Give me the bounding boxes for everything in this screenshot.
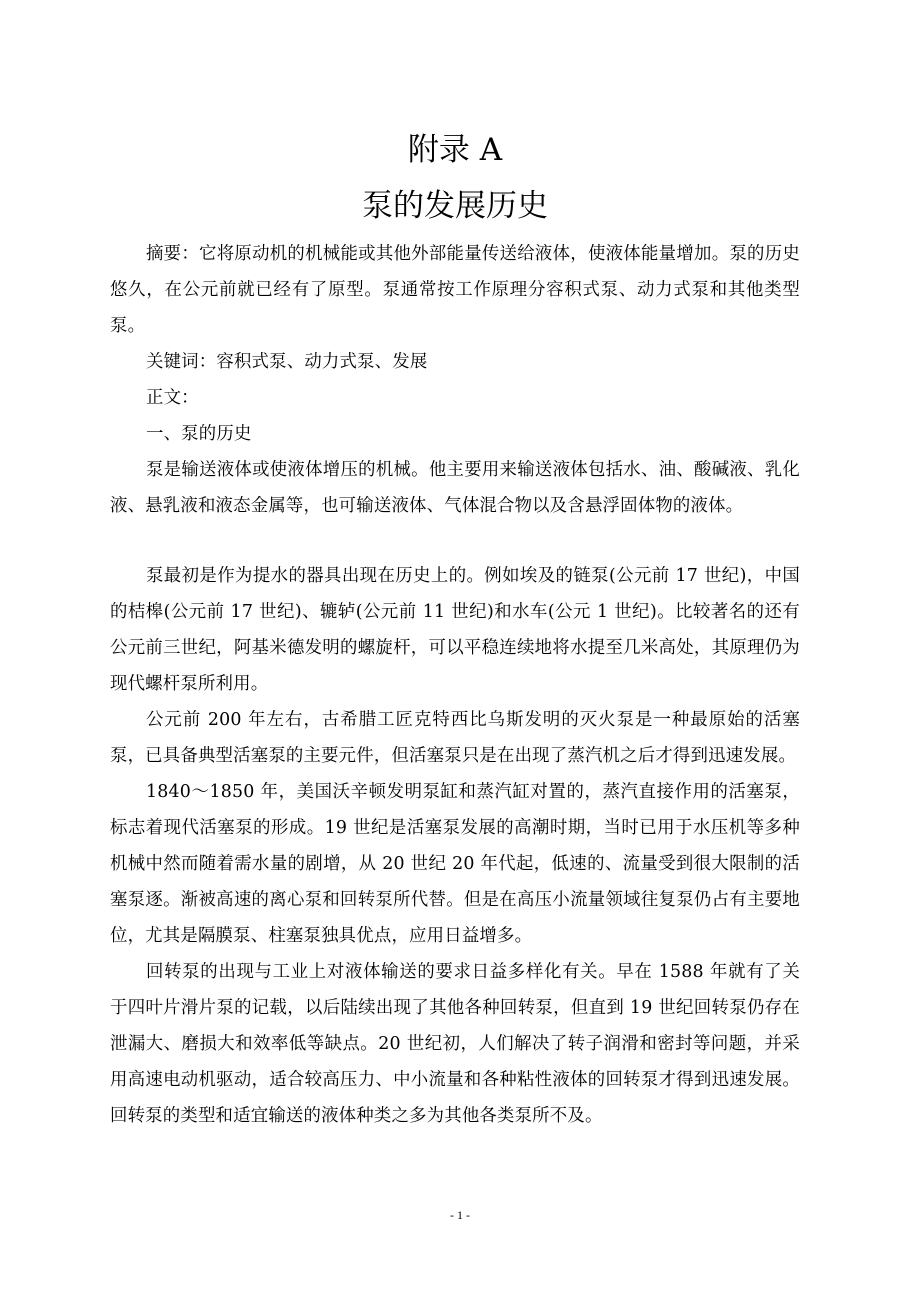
paragraph-spacer bbox=[110, 524, 800, 558]
abstract-paragraph: 摘要：它将原动机的机械能或其他外部能量传送给液体，使液体能量增加。泵的历史悠久，在公元前就已经有了原型。泵通常按工作原理分容积式泵、动力式泵和其他类型泵。 bbox=[110, 244, 800, 336]
keywords-line: 关键词：容积式泵、动力式泵、发展 bbox=[146, 352, 428, 372]
body-paragraph-5: 回转泵的出现与工业上对液体输送的要求日益多样化有关。早在 1588 年就有了关于四叶片滑片泵的记载，以后陆续出现了其他各种回转泵，但直到 19 世纪回转泵仍存在泄漏大、磨损大和效率低等缺点。20 世纪初，人们解决了转子润滑和密封等问题，并采用高速电动机驱动，适合较高压力、中小流量和各种粘性液体的回转泵才得到迅速发展。回转泵的类型和适宜输送的液体种类之多为其他各类泵所不及。 bbox=[110, 962, 800, 1126]
body-paragraph-4: 1840～1850 年，美国沃辛顿发明泵缸和蒸汽缸对置的，蒸汽直接作用的活塞泵，标志着现代活塞泵的形成。19 世纪是活塞泵发展的高潮时期，当时已用于水压机等多种机械中然而随着需水量的剧增，从 20 世纪 20 年代起，低速的、流量受到很大限制的活塞泵逐。渐被高速的离心泵和回转泵所代替。但是在高压小流量领域往复泵仍占有主要地位，尤其是隔膜泵、柱塞泵独具优点，应用日益增多。 bbox=[110, 782, 800, 946]
appendix-title: 附录 A bbox=[407, 132, 503, 168]
body-paragraph-2: 泵最初是作为提水的器具出现在历史上的。例如埃及的链泵(公元前 17 世纪)，中国的桔槔(公元前 17 世纪)、辘轳(公元前 11 世纪)和水车(公元 1 世纪)。比较著名的还有公元前三世纪，阿基米德发明的螺旋杆，可以平稳连续地将水提至几米高处，其原理仍为现代螺杆泵所利用。 bbox=[110, 566, 800, 694]
page-content bbox=[110, 128, 800, 1134]
main-title: 泵的发展历史 bbox=[362, 188, 548, 224]
page-number: - 1 - bbox=[450, 1208, 470, 1222]
section-heading: 一、泵的历史 bbox=[146, 424, 252, 444]
body-paragraph-3: 公元前 200 年左右，古希腊工匠克特西比乌斯发明的灭火泵是一种最原始的活塞泵，已具备典型活塞泵的主要元件，但活塞泵只是在出现了蒸汽机之后才得到迅速发展。 bbox=[110, 710, 800, 766]
body-paragraph-1: 泵是输送液体或使液体增压的机械。他主要用来输送液体包括水、油、酸碱液、乳化液、悬乳液和液态金属等，也可输送液体、气体混合物以及含悬浮固体物的液体。 bbox=[110, 460, 800, 516]
body-label: 正文： bbox=[146, 388, 199, 408]
